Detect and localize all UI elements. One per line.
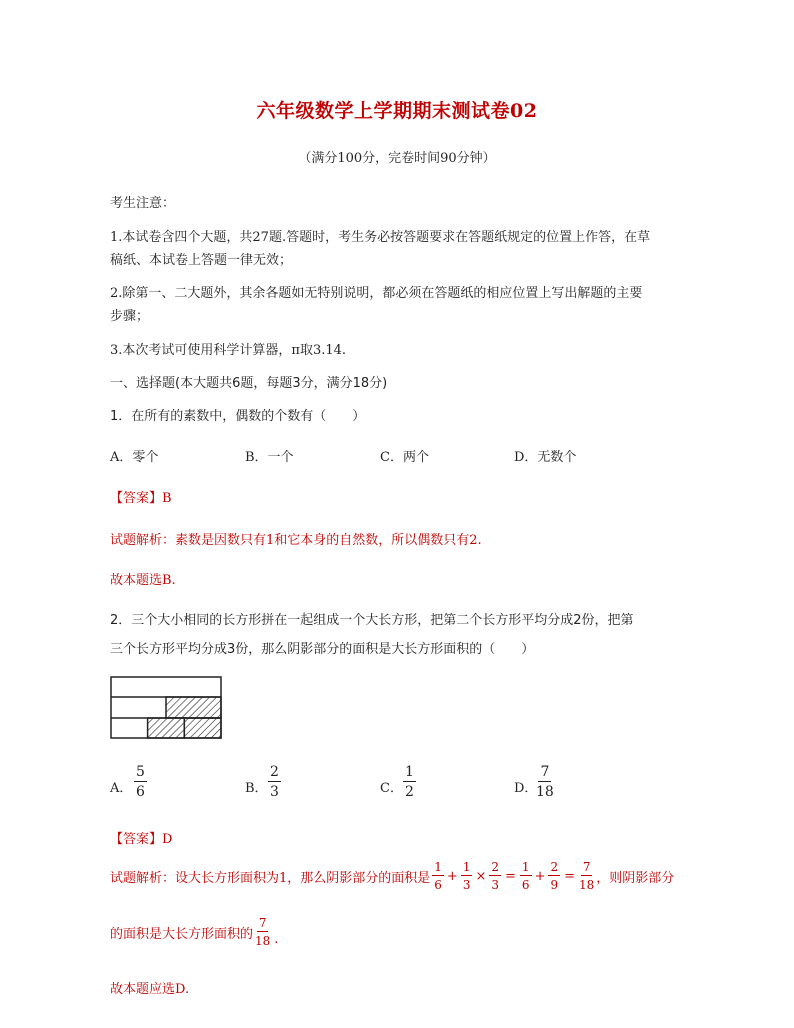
q2-option-d-label: D． [514, 781, 538, 796]
calc-frac-3-num: 2 [491, 860, 500, 874]
q2-option-d-num: 7 [540, 764, 550, 780]
q2-analysis-line-2-suffix: . [274, 932, 279, 947]
figure-shaded-half [166, 697, 221, 718]
calc-frac-1-den: 6 [434, 878, 442, 892]
q2-analysis-line-2-fraction [255, 917, 270, 947]
q2-analysis-line-2-den: 18 [255, 934, 271, 948]
page-subtitle: （满分100分，完卷时间90分钟） [298, 151, 496, 166]
notice-item-1-line-1: 1.本试卷含四个大题，共27题.答题时，考生务必按答题要求在答题纸规定的位置上作答，在草 [110, 230, 651, 245]
q2-option-c-label: C． [380, 781, 403, 796]
notice-item-1-line-2: 稿纸、本试卷上答题一律无效； [110, 253, 293, 268]
q2-option-b-num: 2 [270, 764, 279, 780]
q1-stem: 1．在所有的素数中，偶数的个数有（ ） [110, 409, 366, 424]
calc-frac-5 [548, 861, 560, 891]
notice-item-2-line-1: 2.除第一、二大题外，其余各题如无特别说明，都必须在答题纸的相应位置上写出解题的主要 [110, 286, 643, 301]
calc-frac-3 [489, 861, 501, 891]
q1-option-a: A．零个 [110, 450, 159, 465]
q2-analysis-line-2-num: 7 [258, 916, 267, 930]
q1-answer: 【答案】B [110, 491, 172, 506]
q2-option-b-label: B． [245, 781, 268, 796]
q2-stem-line-2: 三个长方形平均分成3份，那么阴影部分的面积是大长方形面积的（ ） [110, 642, 535, 657]
calc-frac-4-den: 6 [521, 878, 530, 892]
calc-frac-2-num: 1 [462, 860, 471, 874]
q2-conclusion: 故本题应选D. [110, 982, 190, 997]
q2-option-c-fraction [403, 765, 416, 799]
calc-frac-5-num: 2 [550, 860, 559, 874]
q2-option-d-den: 18 [536, 784, 554, 800]
q2-answer: 【答案】D [110, 832, 173, 847]
calc-frac-1-num: 1 [434, 860, 442, 874]
q1-analysis: 试题解析：素数是因数只有1和它本身的自然数，所以偶数只有2. [110, 533, 482, 548]
calc-op-3: = [505, 868, 516, 884]
notice-heading: 考生注意： [110, 196, 176, 211]
rectangle-figure [110, 676, 223, 740]
q2-analysis-line-2-prefix: 的面积是大长方形面积的 [110, 926, 254, 942]
q2-option-d-fraction [536, 765, 554, 799]
q2-analysis-prefix: 试题解析：设大长方形面积为1，那么阴影部分的面积是 [110, 870, 431, 886]
q2-option-c-den: 2 [405, 784, 414, 800]
calc-frac-1 [432, 861, 444, 891]
q1-option-d: D．无数个 [514, 450, 577, 465]
calc-op-1: + [446, 868, 458, 884]
calc-frac-5-den: 9 [550, 878, 559, 892]
figure-shaded-third-1 [148, 718, 185, 738]
calc-frac-4 [520, 861, 532, 891]
q2-option-a-fraction [134, 765, 147, 799]
calc-frac-6-num: 7 [582, 860, 591, 874]
calc-frac-6 [579, 861, 594, 891]
q1-conclusion: 故本题选B. [110, 573, 176, 588]
q2-stem-line-1: 2．三个大小相同的长方形拼在一起组成一个大长方形，把第二个长方形平均分成2份，把第 [110, 613, 634, 628]
q2-option-a-label: A． [110, 781, 133, 796]
q2-option-b-den: 3 [270, 784, 279, 800]
q2-analysis-line-1 [110, 861, 674, 891]
calc-op-5: = [564, 868, 576, 884]
notice-item-2-line-2: 步骤； [110, 309, 150, 324]
q1-option-b: B．一个 [245, 450, 294, 465]
figure-shaded-third-2 [184, 718, 221, 738]
q1-option-c: C．两个 [380, 450, 429, 465]
notice-item-3: 3.本次考试可使用科学计算器，π取3.14. [110, 343, 347, 358]
page-title: 六年级数学上学期期末测试卷02 [256, 100, 538, 122]
calc-frac-2 [461, 861, 473, 891]
calc-frac-4-num: 1 [521, 860, 530, 874]
calc-frac-3-den: 3 [491, 878, 500, 892]
calc-op-4: + [534, 868, 546, 884]
calc-frac-2-den: 3 [462, 878, 471, 892]
q2-option-a-den: 6 [136, 784, 145, 800]
q2-analysis-suffix: ，则阴影部分 [596, 870, 675, 886]
q2-option-c-num: 1 [405, 764, 414, 780]
q2-option-a-num: 5 [136, 764, 145, 780]
section-1-heading: 一、选择题(本大题共6题，每题3分，满分18分) [110, 376, 388, 391]
calc-frac-6-den: 18 [579, 878, 595, 892]
q2-analysis-line-2 [110, 917, 278, 947]
q2-option-b-fraction [268, 765, 281, 799]
calc-op-2: × [475, 868, 487, 884]
